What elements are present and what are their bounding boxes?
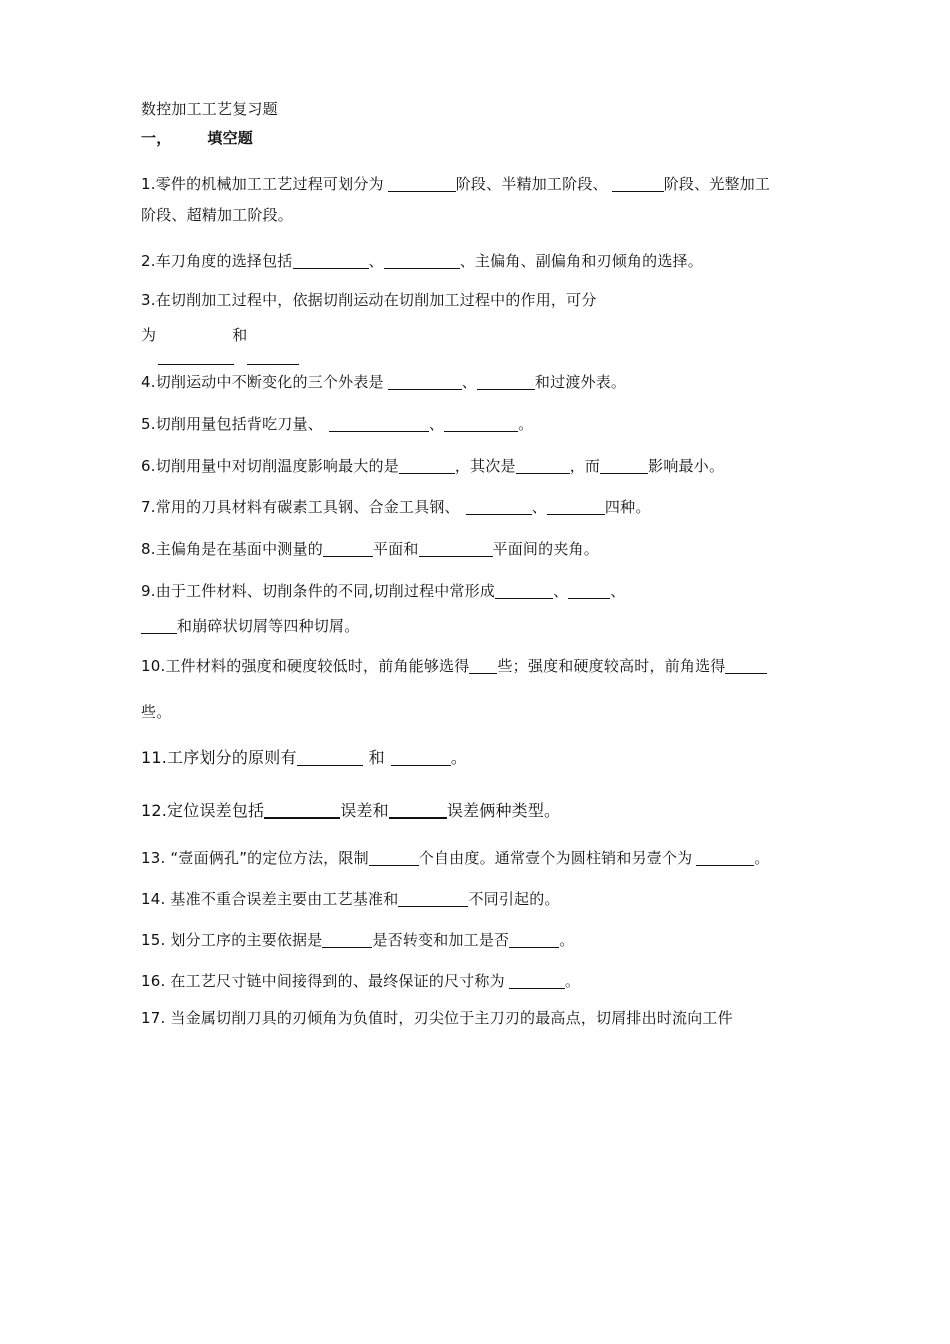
answer-blank[interactable] [495, 580, 553, 599]
answer-blank[interactable] [322, 929, 372, 948]
answer-blank[interactable] [384, 250, 460, 269]
answer-blank[interactable] [516, 455, 570, 474]
answer-blank[interactable] [297, 747, 363, 766]
answer-blank[interactable] [388, 173, 456, 192]
answer-blank[interactable] [509, 929, 559, 948]
question-14: 14. 基准不重合误差主要由工艺基准和 不同引起的。 [141, 890, 560, 908]
section-number: 一， [141, 129, 172, 147]
question-1-cont: 阶段、超精加工阶段。 [141, 206, 294, 224]
question-3: 3.在切削加工过程中，依据切削运动在切削加工过程中的作用，可分 [141, 291, 597, 309]
question-12: 12.定位误差包括 误差和 误差俩种类型。 [141, 801, 561, 820]
answer-blank[interactable] [158, 363, 234, 365]
answer-blank[interactable] [369, 847, 419, 866]
question-3-cont: 为 和 [141, 326, 248, 344]
answer-blank[interactable] [612, 173, 664, 192]
question-5: 5.切削用量包括背吃刀量、 、 。 [141, 415, 534, 433]
answer-blank[interactable] [469, 655, 497, 674]
answer-blank[interactable] [293, 250, 369, 269]
question-8: 8.主偏角是在基面中测量的 平面和 平面间的夹角。 [141, 540, 599, 558]
answer-blank[interactable] [323, 538, 373, 557]
answer-blank[interactable] [419, 538, 493, 557]
question-6: 6.切削用量中对切削温度影响最大的是 ，其次是 ，而 影响最小。 [141, 457, 725, 475]
question-15: 15. 划分工序的主要依据是 是否转变和加工是否 。 [141, 931, 575, 949]
answer-blank[interactable] [247, 363, 299, 365]
answer-blank[interactable] [547, 496, 605, 515]
answer-blank[interactable] [141, 615, 177, 634]
answer-blank[interactable] [329, 413, 429, 432]
answer-blank[interactable] [466, 496, 532, 515]
answer-blank[interactable] [568, 580, 610, 599]
answer-blank[interactable] [398, 888, 468, 907]
answer-blank[interactable] [509, 970, 565, 989]
answer-blank[interactable] [696, 847, 754, 866]
question-9: 9.由于工件材料、切削条件的不同,切削过程中常形成 、 、 [141, 582, 626, 600]
answer-blank[interactable] [600, 455, 648, 474]
section-heading [141, 128, 253, 148]
question-11: 11.工序划分的原则有 和 。 [141, 748, 468, 767]
question-7: 7.常用的刀具材料有碳素工具钢、合金工具钢、 、 四种。 [141, 498, 651, 516]
question-13: 13. “壹面俩孔”的定位方法，限制 个自由度。通常壹个为圆柱销和另壹个为 。 [141, 849, 770, 867]
answer-blank[interactable] [444, 413, 518, 432]
answer-blank[interactable] [477, 371, 535, 390]
answer-blank[interactable] [399, 455, 455, 474]
answer-blank[interactable] [264, 799, 340, 819]
answer-blank[interactable] [389, 799, 447, 819]
answer-blank[interactable] [388, 371, 462, 390]
answer-blank[interactable] [391, 747, 451, 766]
question-10-cont: 些。 [141, 703, 172, 721]
question-16: 16. 在工艺尺寸链中间接得到的、最终保证的尺寸称为 。 [141, 972, 581, 990]
question-1: 1.零件的机械加工工艺过程可划分为 阶段、半精加工阶段、 阶段、光整加工 [141, 175, 771, 193]
document-title: 数控加工工艺复习题 [141, 100, 278, 118]
question-2: 2.车刀角度的选择包括 、 、主偏角、副偏角和刃倾角的选择。 [141, 252, 703, 270]
question-10: 10.工件材料的强度和硬度较低时，前角能够选得 些；强度和硬度较高时，前角选得 [141, 652, 767, 676]
question-4: 4.切削运动中不断变化的三个外表是 、 和过渡外表。 [141, 373, 627, 391]
section-label: 填空题 [207, 129, 254, 147]
answer-blank[interactable] [725, 655, 767, 674]
question-9-cont: 和崩碎状切屑等四种切屑。 [141, 612, 359, 636]
question-17: 17. 当金属切削刀具的刃倾角为负值时，刃尖位于主刀刃的最高点，切屑排出时流向工件 [141, 1009, 733, 1027]
